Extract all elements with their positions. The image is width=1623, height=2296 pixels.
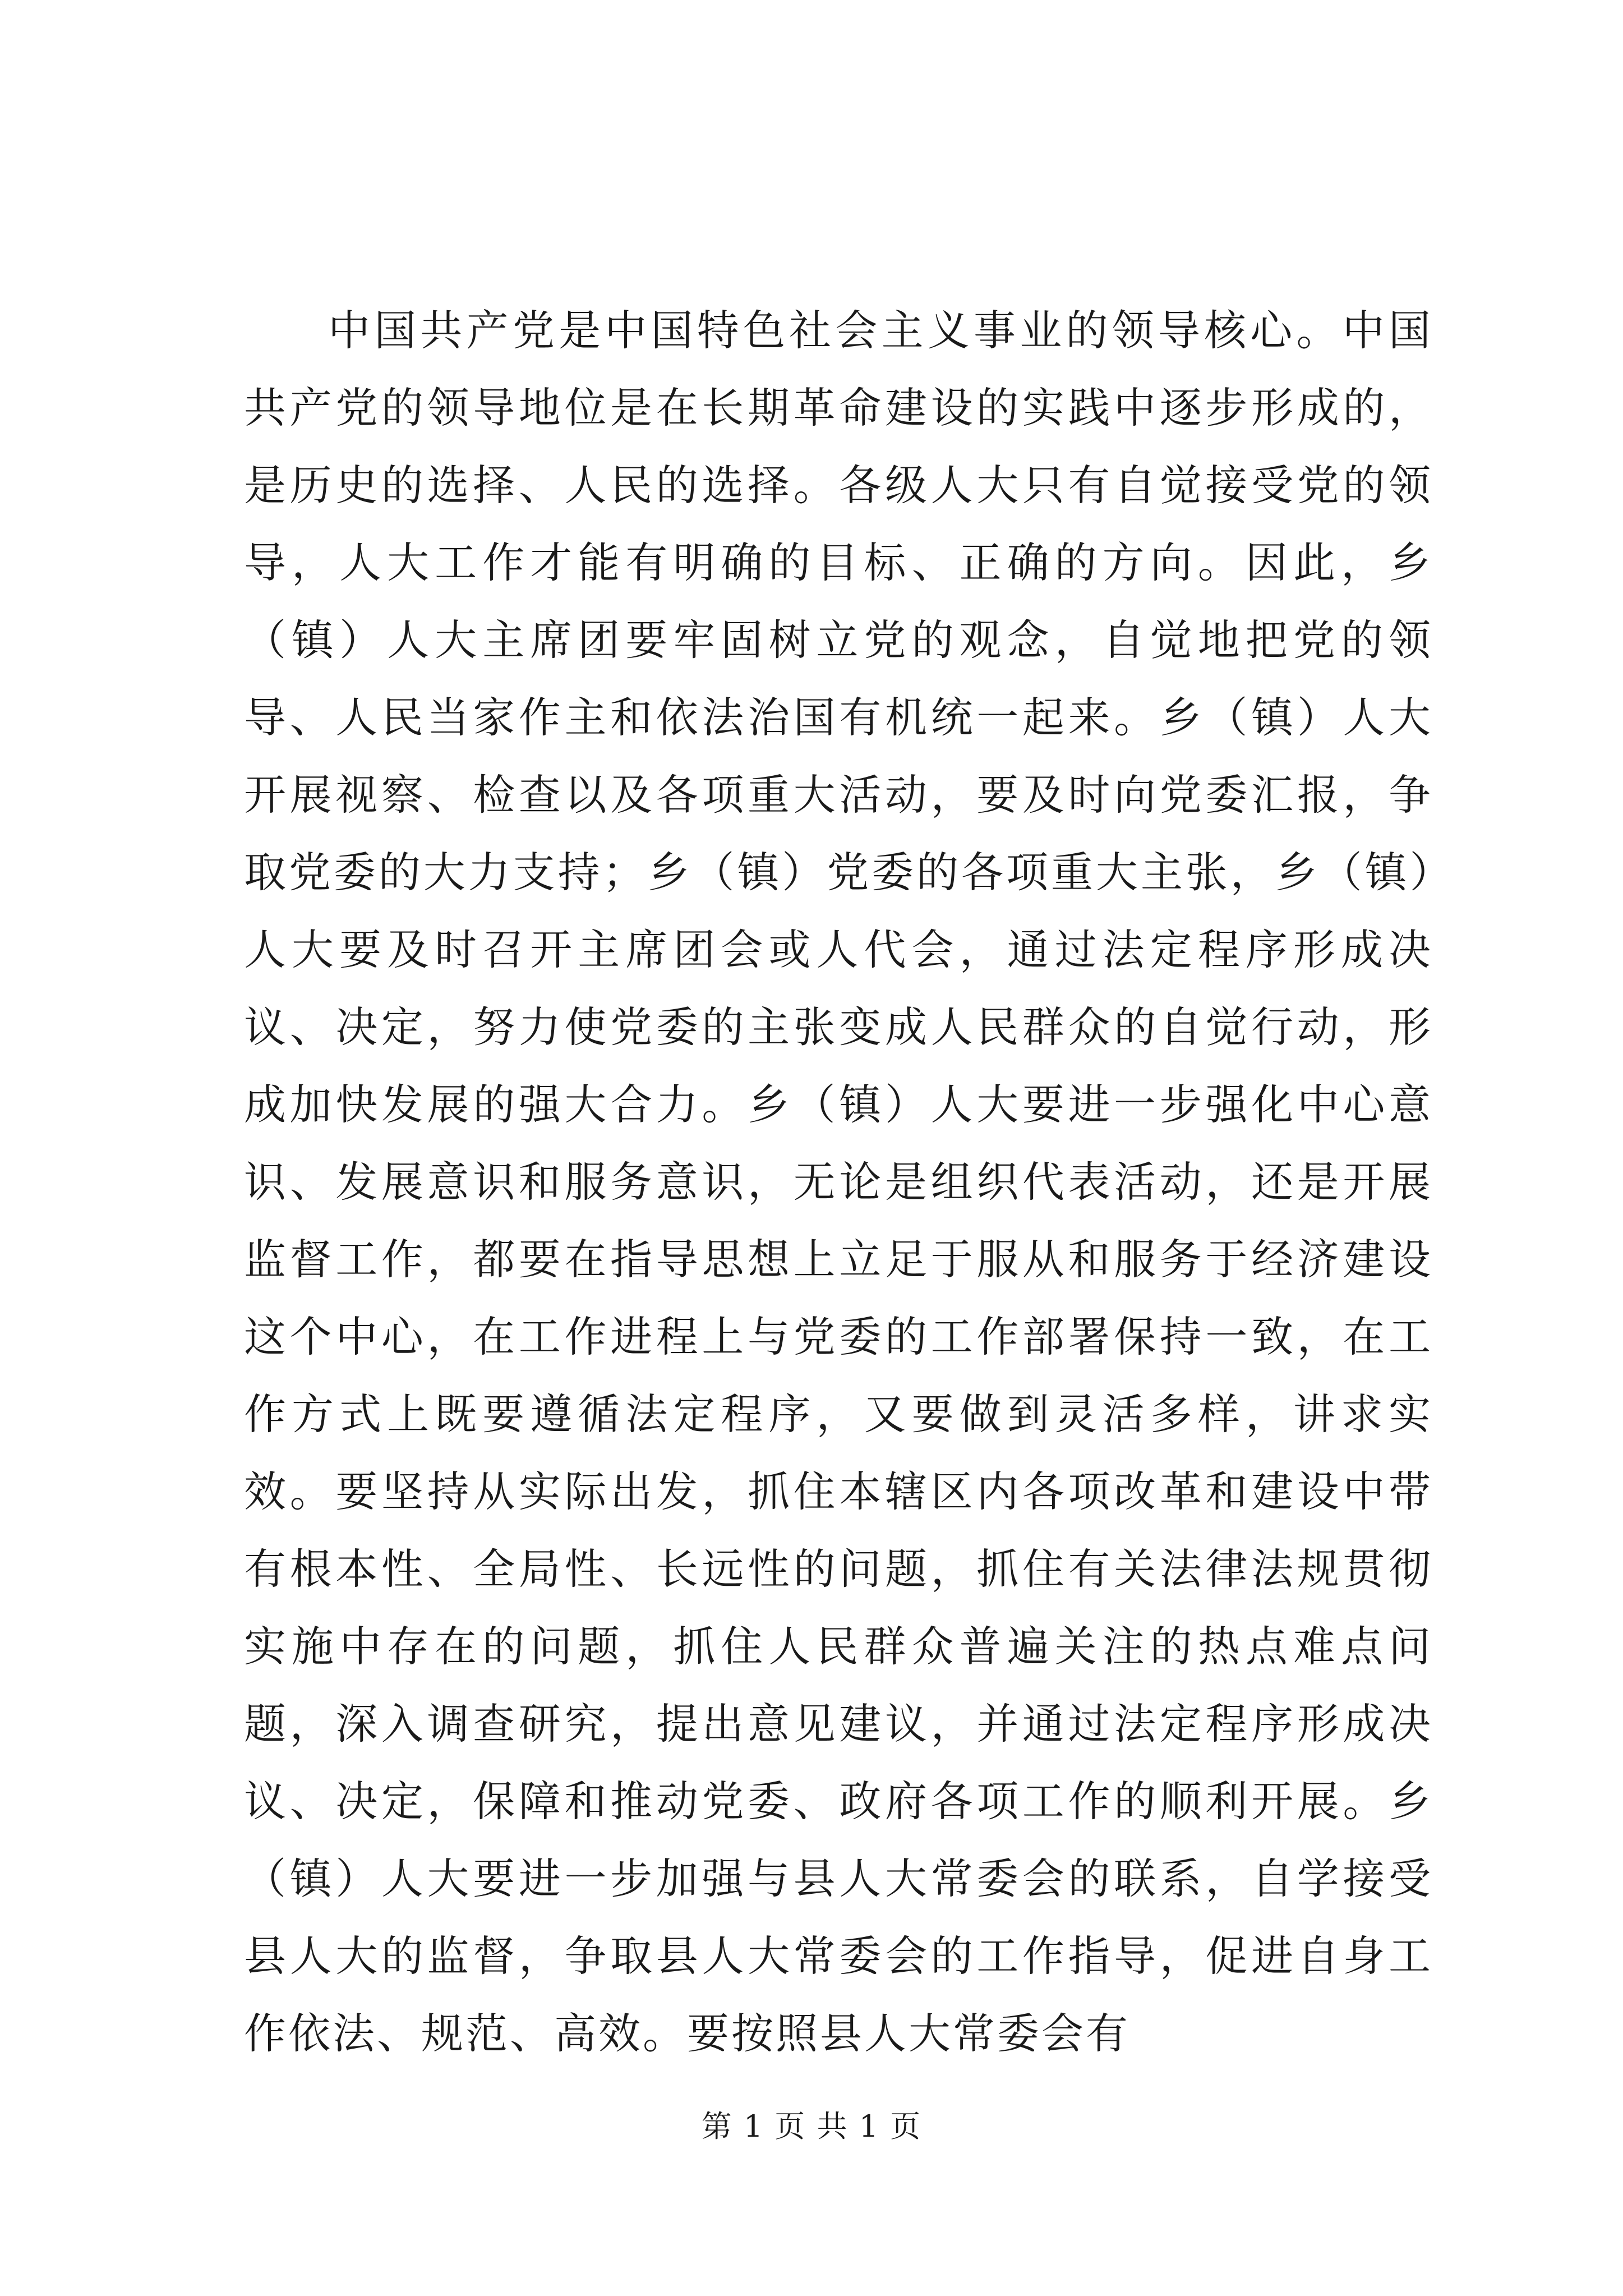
body-paragraph: 中国共产党是中国特色社会主义事业的领导核心。中国共产党的领导地位是在长期革命建设的实践中逐步形成的，是历史的选择、人民的选择。各级人大只有自觉接受党的领导，人大工作才能有明确的目标、正确的方向。因此，乡（镇）人大主席团要牢固树立党的观念，自觉地把党的领导、人民当家作主和依法治国有机统一起来。乡（镇）人大开展视察、检查以及各项重大活动，要及时向党委汇报，争取党委的大力支持；乡（镇）党委的各项重大主张，乡（镇）人大要及时召开主席团会或人代会，通过法定程序形成决议、决定，努力使党委的主张变成人民群众的自觉行动，形成加快发展的强大合力。乡（镇）人大要进一步强化中心意识、发展意识和服务意识，无论是组织代表活动，还是开展监督工作，都要在指导思想上立足于服从和服务于经济建设这个中心，在工作进程上与党委的工作部署保持一致，在工作方式上既要遵循法定程序，又要做到灵活多样，讲求实效。要坚持从实际出发，抓住本辖区内各项改革和建设中带有根本性、全局性、长远性的问题，抓住有关法律法规贯彻实施中存在的问题，抓住人民群众普遍关注的热点难点问题，深入调查研究，提出意见建议，并通过法定程序形成决议、决定，保障和推动党委、政府各项工作的顺利开展。乡（镇）人大要进一步加强与县人大常委会的联系，自学接受县人大的监督，争取县人大常委会的工作指导，促进自身工作依法、规范、高效。要按照县人大常委会有 — [244, 306, 1433, 2058]
page-footer: 第 1 页 共 1 页 — [701, 2109, 922, 2144]
